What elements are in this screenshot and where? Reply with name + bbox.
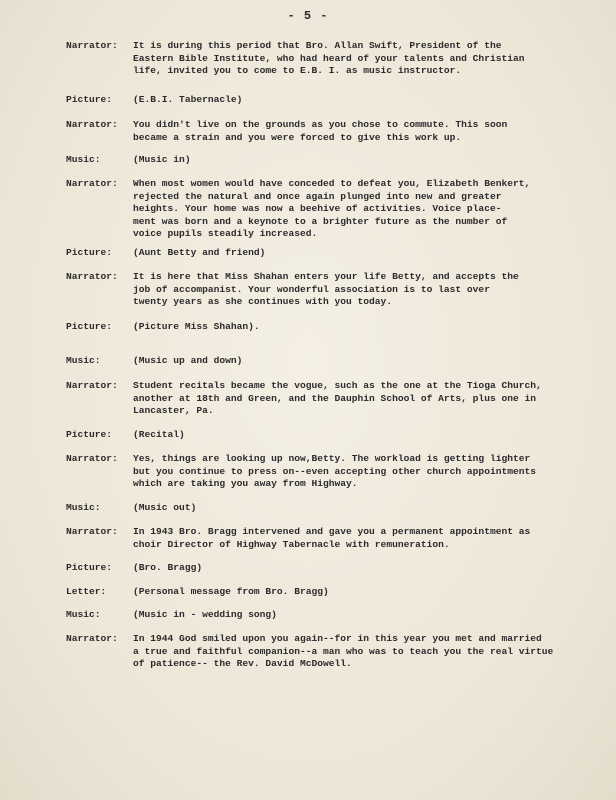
speaker-label: Picture: bbox=[66, 94, 113, 105]
speaker-label: Narrator: bbox=[66, 526, 118, 537]
speaker-label: Music: bbox=[66, 154, 101, 165]
entry-text: (Aunt Betty and friend) bbox=[133, 247, 266, 258]
entry-text: (Music out) bbox=[133, 502, 197, 513]
entry-text: (Bro. Bragg) bbox=[133, 562, 203, 573]
entry-text: (Personal message from Bro. Bragg) bbox=[133, 586, 329, 597]
entry-text: (Music in) bbox=[133, 154, 191, 165]
speaker-label: Narrator: bbox=[66, 178, 118, 189]
speaker-label: Letter: bbox=[66, 586, 107, 597]
speaker-label: Narrator: bbox=[66, 40, 118, 51]
speaker-label: Picture: bbox=[66, 429, 113, 440]
entry-text: (Music in - wedding song) bbox=[133, 609, 277, 620]
speaker-label: Picture: bbox=[66, 247, 113, 258]
entry-text: Student recitals became the vogue, such as the one at the Tioga Church, another at 18th and Green, and the Dauphin School of Arts, plus one in Lancaster, Pa. bbox=[133, 380, 542, 417]
entry-text: It is here that Miss Shahan enters your life Betty, and accepts the job of accompanist. Your wonderful association is to last over twenty years as she continues with you today. bbox=[133, 271, 519, 308]
entry-text: In 1943 Bro. Bragg intervened and gave you a permanent appointment as choir Director of Highway Tabernacle with remuneration. bbox=[133, 526, 531, 550]
entry-text: (E.B.I. Tabernacle) bbox=[133, 94, 243, 105]
speaker-label: Music: bbox=[66, 502, 101, 513]
entry-text: It is during this period that Bro. Allan Swift, President of the Eastern Bible Institute, who had heard of your talents and Christian life, invited you to come to E.B. I. as music instructor. bbox=[133, 40, 525, 77]
speaker-label: Music: bbox=[66, 609, 101, 620]
entry-text: Yes, things are looking up now,Betty. The workload is getting lighter but you continue to press on--even accepting other church appointments which are taking you away from Highway. bbox=[133, 453, 537, 490]
speaker-label: Narrator: bbox=[66, 271, 118, 282]
entry-text: (Recital) bbox=[133, 429, 185, 440]
speaker-label: Narrator: bbox=[66, 453, 118, 464]
speaker-label: Narrator: bbox=[66, 380, 118, 391]
speaker-label: Narrator: bbox=[66, 119, 118, 130]
speaker-label: Picture: bbox=[66, 562, 113, 573]
speaker-label: Narrator: bbox=[66, 633, 118, 644]
entry-text: (Music up and down) bbox=[133, 355, 243, 366]
entry-text: When most women would have conceded to defeat you, Elizabeth Benkert, rejected the natural and once again plunged into new and greater heights. Your home was now a beehive of activities. Voice place- ment was born and a keynote to a brighter future as the number of voice pupils steadily increased. bbox=[133, 178, 531, 240]
entry-text: (Picture Miss Shahan). bbox=[133, 321, 260, 332]
speaker-label: Music: bbox=[66, 355, 101, 366]
entry-text: You didn't live on the grounds as you chose to commute. This soon became a strain and you were forced to give this work up. bbox=[133, 119, 508, 143]
page-number: - 5 - bbox=[287, 9, 329, 23]
speaker-label: Picture: bbox=[66, 321, 113, 332]
entry-text: In 1944 God smiled upon you again--for in this year you met and married a true and faithful companion--a man who was to teach you the real virtue of patience-- the Rev. David McDowell. bbox=[133, 633, 554, 670]
